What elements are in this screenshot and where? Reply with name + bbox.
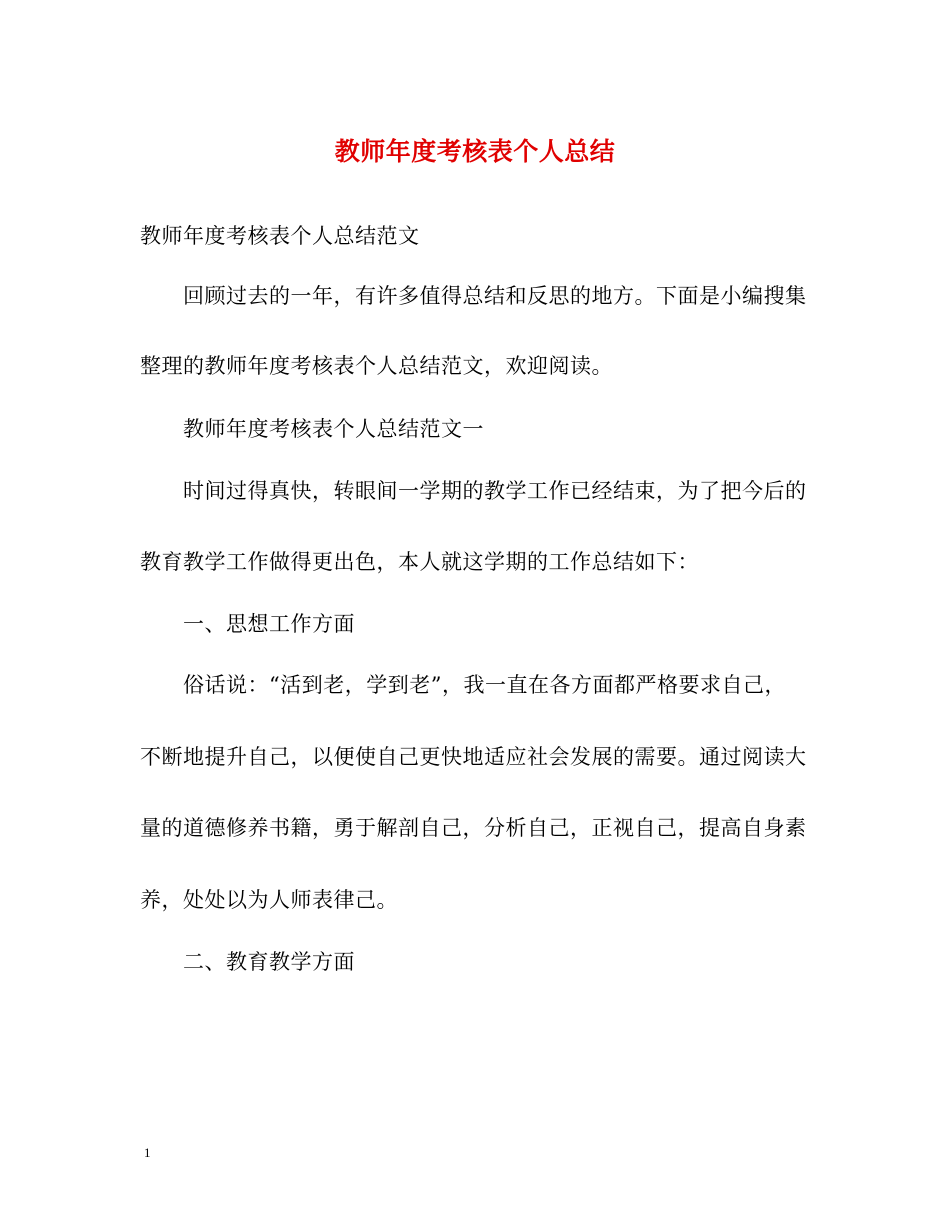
page-number: 1 xyxy=(144,1145,151,1160)
paragraph-line: 整理的教师年度考核表个人总结范文，欢迎阅读。 xyxy=(140,354,613,378)
paragraph-line: 时间过得真快，转眼间一学期的教学工作已经结束，为了把今后的 xyxy=(183,479,807,503)
paragraph-line: 俗话说：“活到老，学到老”，我一直在各方面都严格要求自己， xyxy=(183,673,786,697)
paragraph-line: 教育教学工作做得更出色，本人就这学期的工作总结如下： xyxy=(140,550,699,574)
document-title: 教师年度考核表个人总结 xyxy=(334,137,616,166)
paragraph-line: 量的道德修养书籍，勇于解剖自己，分析自己，正视自己，提高自身素 xyxy=(140,816,807,840)
subtitle-line: 教师年度考核表个人总结范文 xyxy=(140,224,420,248)
paragraph-line: 回顾过去的一年，有许多值得总结和反思的地方。下面是小编搜集 xyxy=(183,284,807,308)
paragraph-line: 不断地提升自己，以便使自己更快地适应社会发展的需要。通过阅读大 xyxy=(140,745,807,769)
section-heading: 教师年度考核表个人总结范文一 xyxy=(183,417,484,441)
section-heading: 二、教育教学方面 xyxy=(183,950,355,974)
section-heading: 一、思想工作方面 xyxy=(183,612,355,636)
paragraph-line: 养，处处以为人师表律己。 xyxy=(140,888,398,912)
